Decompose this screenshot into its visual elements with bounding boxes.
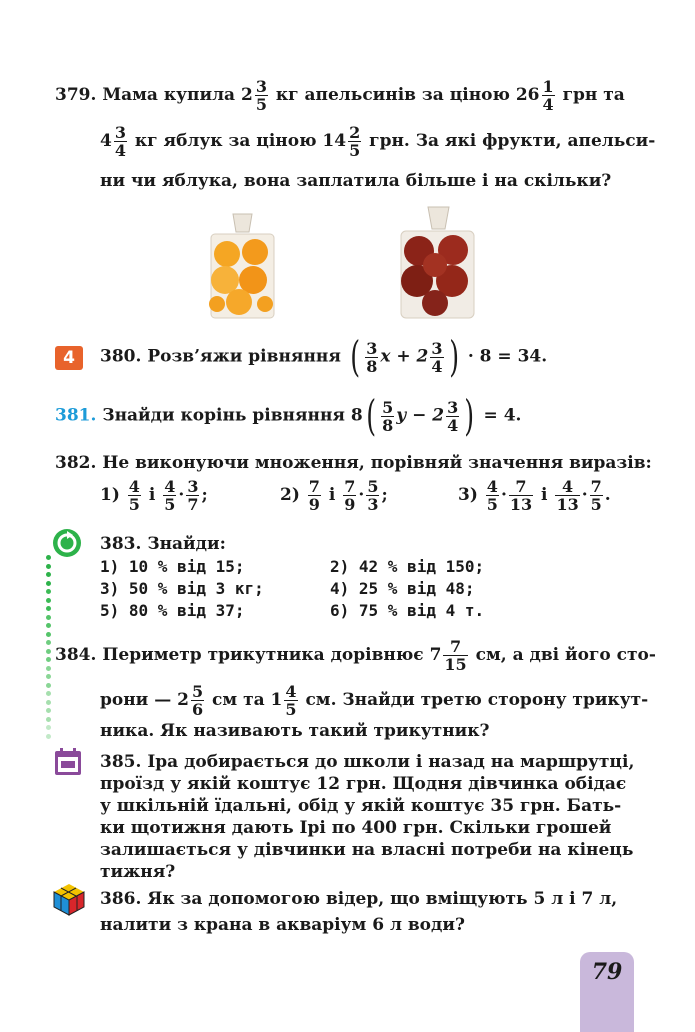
dot xyxy=(46,649,51,654)
dot xyxy=(46,683,51,688)
task-381: 381. Знайди корінь рівняння 8( $\frac{5}{8}$ y − 2 $\frac{3}{4}$ ) = 4. xyxy=(55,391,522,440)
puzzle-cube-icon xyxy=(52,882,86,916)
task-385: 385. Іра добирається до школи і назад на маршрутці, проїзд у якій коштує 12 грн. Щодня дівчинка обідає у шкільній їдальні, обід у якій коштує 35 грн. Бать- ки щотижня дають Ірі по 400 грн. Скільки грошей залишається у дівчинки на власні потреби на кінець тижня? xyxy=(100,752,635,882)
dot xyxy=(46,666,51,671)
task-379-line3: ни чи яблука, вона заплатила більше і на скільки? xyxy=(100,171,612,191)
task-number: 379. xyxy=(55,85,97,105)
dot xyxy=(46,640,51,645)
task-382-part2: 2) $\frac{7}{9}$ і $\frac{7}{9}$ · $\frac{5}{3}$ ; xyxy=(280,477,388,514)
dot xyxy=(46,606,51,611)
task-382-part3: 3) $\frac{4}{5}$ · $\frac{7}{13}$ і $\frac{4}{13}$ · $\frac{7}{5}$ . xyxy=(458,477,611,514)
apple-bag-image xyxy=(395,203,480,320)
dot xyxy=(46,564,51,569)
dot xyxy=(46,691,51,696)
task-379-line2: 4 $\frac{3}{4}$ кг яблук за ціною 14 $\frac{2}{5}$ грн. За які фрукти, апельси- xyxy=(100,123,656,160)
task-number: 381. xyxy=(55,405,97,426)
task-384-line1: 384. Периметр трикутника дорівнює 7 $\frac{7}{15}$ см, а дві його сто- xyxy=(55,637,656,674)
task-384-line3: ника. Як називають такий трикутник? xyxy=(100,721,490,741)
dot xyxy=(46,657,51,662)
dot xyxy=(46,700,51,705)
mixed-number: 14 $\frac{2}{5}$ xyxy=(322,123,361,160)
dot xyxy=(46,708,51,713)
task-number: 380. xyxy=(100,346,142,367)
dot xyxy=(46,623,51,628)
task-379-line1: 379. Мама купила 2 $\frac{3}{5}$ кг апельсинів за ціною 26 $\frac{1}{4}$ грн та xyxy=(55,77,625,114)
dot xyxy=(46,632,51,637)
dot xyxy=(46,717,51,722)
task-384-line2: рони — 2 $\frac{5}{6}$ см та 1 $\frac{4}{5}$ см. Знайди третю сторону трикут- xyxy=(100,682,649,719)
dot xyxy=(46,598,51,603)
task-number: 385. xyxy=(100,752,142,772)
dot xyxy=(46,734,51,739)
dot xyxy=(46,589,51,594)
repeat-icon xyxy=(52,528,82,558)
task-number: 386. xyxy=(100,889,142,909)
mixed-number: 4 $\frac{3}{4}$ xyxy=(100,123,126,160)
task-380: 380. Розв’яжи рівняння ( $\frac{3}{8}$ x + 2 $\frac{3}{4}$ ) · 8 = 34. xyxy=(100,332,548,381)
task-number: 382. xyxy=(55,453,97,473)
mixed-number: 26 $\frac{1}{4}$ xyxy=(515,77,554,114)
mixed-number: 2 $\frac{3}{5}$ xyxy=(241,77,267,114)
difficulty-badge: 4 xyxy=(55,346,83,370)
task-386: 386. Як за допомогою відер, що вміщують 5 л і 7 л, налити з крана в акваріум 6 л води? xyxy=(100,889,618,935)
calendar-icon xyxy=(53,747,83,777)
dot xyxy=(46,725,51,730)
task-382-part1: 1) $\frac{4}{5}$ і $\frac{4}{5}$ · $\frac{3}{7}$ ; xyxy=(100,477,208,514)
orange-bag-image xyxy=(205,210,280,320)
dot xyxy=(46,555,51,560)
task-382-header: 382. Не виконуючи множення, порівняй значення виразів: xyxy=(55,453,652,473)
dot xyxy=(46,581,51,586)
task-number: 384. xyxy=(55,645,97,665)
dot xyxy=(46,572,51,577)
dot xyxy=(46,674,51,679)
task-383-col1: 1) 10 % від 15; 3) 50 % від 3 кг; 5) 80 % від 37; xyxy=(100,557,264,620)
page-number: 79 xyxy=(580,952,634,1032)
task-number: 383. xyxy=(100,534,142,554)
task-383-header: 383. Знайди: xyxy=(100,534,226,554)
dot xyxy=(46,615,51,620)
green-dotted-rule xyxy=(46,555,52,740)
task-383-col2: 2) 42 % від 150; 4) 25 % від 48; 6) 75 % від 4 т. xyxy=(330,557,485,620)
